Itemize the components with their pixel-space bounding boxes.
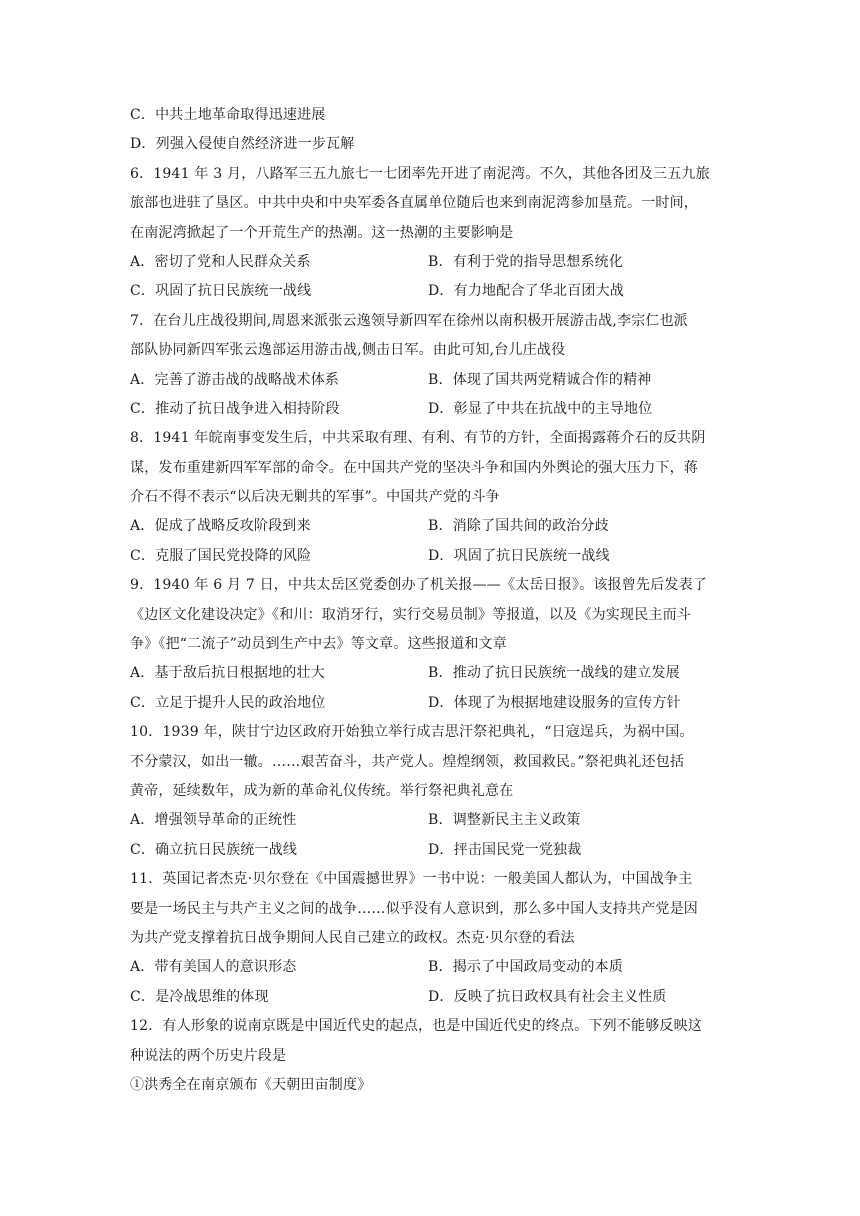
question-10-options-row [130,806,740,835]
option-d: D．有力地配合了华北百团大战 [428,283,625,300]
option-a: A．完善了游击战的战略战术体系 [130,371,340,388]
question-6-options-row [130,277,740,306]
question-10-text: 黄帝，延续数年，成为新的革命礼仪传统。举行祭祀典礼意在 [130,782,514,799]
question-8-text: 介石不得不表示“以后决无剿共的军事”。中国共产党的斗争 [130,489,500,506]
option-b: B．揭示了中国政局变动的本质 [428,959,624,976]
option-d: D．体现了为根据地建设服务的宣传方针 [428,694,681,711]
question-9-text: 《边区文化建设决定》《和川：取消牙行，实行交易员制》等报道，以及《为实现民主而斗 [130,606,691,623]
question-9-text: 9．1940 年 6 月 7 日，中共太岳区党委创办了机关报——《太岳日报》。该报曾先后发表了 [130,577,707,594]
question-10-text: 10．1939 年，陕甘宁边区政府开始独立举行成吉思汗祭祀典礼，“日寇逞兵，为祸中国。 [130,724,694,741]
question-7-options-row [130,366,740,395]
option-a: A．密切了党和人民群众关系 [130,253,311,270]
option-c: C．立足于提升人民的政治地位 [130,694,326,711]
option-d: D．抨击国民党一党独裁 [428,841,582,858]
question-11-options-row [130,983,740,1012]
option-c: C．巩固了抗日民族统一战线 [130,283,312,300]
question-8-options-row [130,542,740,571]
question-11-text: 为共产党支撑着抗日战争期间人民自己建立的政权。杰克·贝尔登的看法 [130,929,575,946]
option-b: B．调整新民主主义政策 [428,812,581,829]
question-9-options-row [130,659,740,688]
question-12-text: 种说法的两个历史片段是 [130,1047,287,1064]
question-7-options-row [130,395,740,424]
question-6-text: 在南泥湾掀起了一个开荒生产的热潮。这一热潮的主要影响是 [130,224,514,241]
question-11-options-row [130,953,740,982]
option-b: B．体现了国共两党精诚合作的精神 [428,371,652,388]
option-a: A．促成了战略反攻阶段到来 [130,518,311,535]
option-c: C．推动了抗日战争进入相持阶段 [130,400,340,417]
option-c: C．确立抗日民族统一战线 [130,841,298,858]
option-d: D．巩固了抗日民族统一战线 [428,547,610,564]
question-7-text: 7．在台儿庄战役期间,周恩来派张云逸领导新四军在徐州以南积极开展游击战,李宗仁也派 [130,312,689,329]
question-12-item: ①洪秀全在南京颁布《天朝田亩制度》 [130,1076,372,1093]
question-9-options-row [130,689,740,718]
option-d: D．彰显了中共在抗战中的主导地位 [428,400,653,417]
question-8-options-row [130,512,740,541]
question-11-text: 11．英国记者杰克·贝尔登在《中国震撼世界》一书中说：一般美国人都认为，中国战争主 [130,871,693,888]
option-b: B．有利于党的指导思想系统化 [428,253,624,270]
option-b: B．消除了国共间的政治分歧 [428,518,609,535]
option-c: C．是冷战思维的体现 [130,988,269,1005]
question-9-text: 争》《把“二流子”动员到生产中去》等文章。这些报道和文章 [130,636,507,653]
option-a: A．基于敌后抗日根据地的壮大 [130,665,325,682]
question-8-text: 8．1941 年皖南事变发生后，中共采取有理、有利、有节的方针，全面揭露蒋介石的反共阴 [130,430,706,447]
question-6-text: 6．1941 年 3 月，八路军三五九旅七一七团率先开进了南泥湾。不久，其他各团及三五九旅 [130,165,710,182]
question-12-text: 12．有人形象的说南京既是中国近代史的起点，也是中国近代史的终点。下列不能够反映这 [130,1018,703,1035]
question-8-text: 谋，发布重建新四军军部的命令。在中国共产党的坚决斗争和国内外舆论的强大压力下，蒋 [130,459,698,476]
question-11-text: 要是一场民主与共产主义之间的战争……似乎没有人意识到，那么多中国人支持共产党是因 [130,900,698,917]
question-10-text: 不分蒙汉，如出一辙。……艰苦奋斗，共产党人。煌煌纲领，救国救民。”祭祀典礼还包括 [130,753,685,770]
option-a: A．增强领导革命的正统性 [130,812,297,829]
option-c: C．克服了国民党投降的风险 [130,547,312,564]
option-text: D．列强入侵使自然经济进一步瓦解 [130,136,355,153]
question-6-text: 旅部也进驻了垦区。中共中央和中央军委各直属单位随后也来到南泥湾参加垦荒。一时间， [130,195,698,212]
option-a: A．带有美国人的意识形态 [130,959,297,976]
question-7-text: 部队协同新四军张云逸部运用游击战,侧击日军。由此可知,台儿庄战役 [130,342,566,359]
option-text: C．中共土地革命取得迅速进展 [130,107,326,123]
option-d: D．反映了抗日政权具有社会主义性质 [428,988,667,1005]
option-b: B．推动了抗日民族统一战线的建立发展 [428,665,680,682]
question-10-options-row [130,836,740,865]
exam-page [130,101,740,1100]
question-6-options-row [130,248,740,277]
